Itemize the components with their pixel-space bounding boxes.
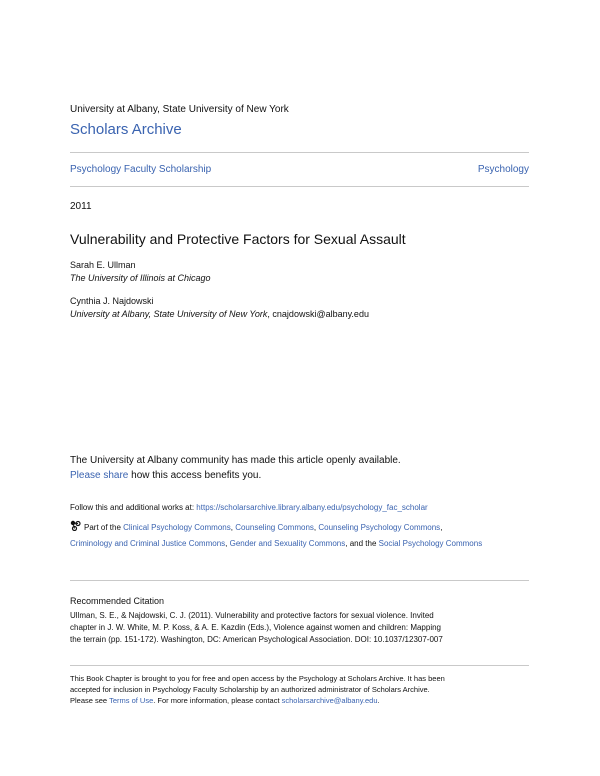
separator: , — [313, 523, 319, 532]
separator: , — [230, 523, 236, 532]
author-affiliation-line — [70, 309, 369, 319]
author-email: , cnajdowski@albany.edu — [267, 309, 369, 319]
department-link[interactable]: Psychology — [477, 164, 529, 175]
follow-line — [70, 503, 428, 512]
commons-link[interactable]: Counseling Psychology Commons — [318, 523, 441, 532]
availability-statement: The University at Albany community has made this article openly available. — [70, 455, 401, 466]
citation-text — [70, 610, 535, 646]
citation-line: chapter in J. W. White, M. P. Koss, & A. E. Kazdin (Eds.), Violence against women and children: Mapping — [70, 623, 441, 632]
nav-divider — [70, 186, 529, 187]
commons-link[interactable]: Clinical Psychology Commons — [123, 523, 231, 532]
separator: , and the — [345, 539, 379, 548]
author-affiliation: The University of Illinois at Chicago — [70, 273, 211, 283]
institution-name: University at Albany, State University of New York — [70, 104, 289, 115]
commons-link[interactable]: Social Psychology Commons — [378, 539, 483, 548]
share-text: how this access benefits you. — [128, 470, 262, 481]
footer-line — [70, 695, 540, 706]
citation-heading: Recommended Citation — [70, 596, 165, 606]
footer-text: Please see — [70, 696, 110, 705]
publication-year: 2011 — [70, 201, 92, 212]
author-name: Sarah E. Ullman — [70, 260, 136, 270]
citation-line: Ullman, S. E., & Najdowski, C. J. (2011). Vulnerability and protective factors for sexual violence. Invited — [70, 611, 434, 620]
article-title: Vulnerability and Protective Factors for Sexual Assault — [70, 231, 406, 247]
follow-prefix: Follow this and additional works at: — [70, 503, 197, 512]
share-line — [70, 470, 261, 481]
terms-of-use-link[interactable]: Terms of Use — [109, 696, 154, 705]
footer-line: accepted for inclusion in Psychology Faculty Scholarship by an authorized administrator of Scholars Archive. — [70, 685, 430, 694]
footer-text: . For more information, please contact — [153, 696, 282, 705]
part-of-prefix: Part of the — [84, 523, 124, 532]
network-icon — [70, 520, 81, 531]
part-of-block — [70, 520, 530, 552]
share-link[interactable]: Please share — [70, 470, 129, 481]
contact-email-link[interactable]: scholarsarchive@albany.edu — [281, 696, 378, 705]
top-divider — [70, 152, 529, 153]
footer-divider — [70, 665, 529, 666]
citation-line: the terrain (pp. 151-172). Washington, DC: American Psychological Association. DOI: 10.1037/12307-007 — [70, 635, 443, 644]
footer-line: This Book Chapter is brought to you for free and open access by the Psychology at Scholars Archive. It has been — [70, 674, 445, 683]
separator: , — [440, 523, 443, 532]
collection-url-link[interactable]: https://scholarsarchive.library.albany.edu/psychology_fac_scholar — [196, 503, 428, 512]
footer-text: . — [377, 696, 380, 705]
footer-notice — [70, 673, 540, 706]
commons-link[interactable]: Gender and Sexuality Commons — [229, 539, 346, 548]
commons-link[interactable]: Criminology and Criminal Justice Commons — [70, 539, 226, 548]
collection-link[interactable]: Psychology Faculty Scholarship — [70, 164, 212, 175]
archive-link[interactable]: Scholars Archive — [70, 121, 182, 138]
citation-divider — [70, 580, 529, 581]
commons-link[interactable]: Counseling Commons — [235, 523, 314, 532]
separator: , — [225, 539, 230, 548]
author-affiliation: University at Albany, State University of New York — [70, 309, 268, 319]
author-name: Cynthia J. Najdowski — [70, 296, 154, 306]
